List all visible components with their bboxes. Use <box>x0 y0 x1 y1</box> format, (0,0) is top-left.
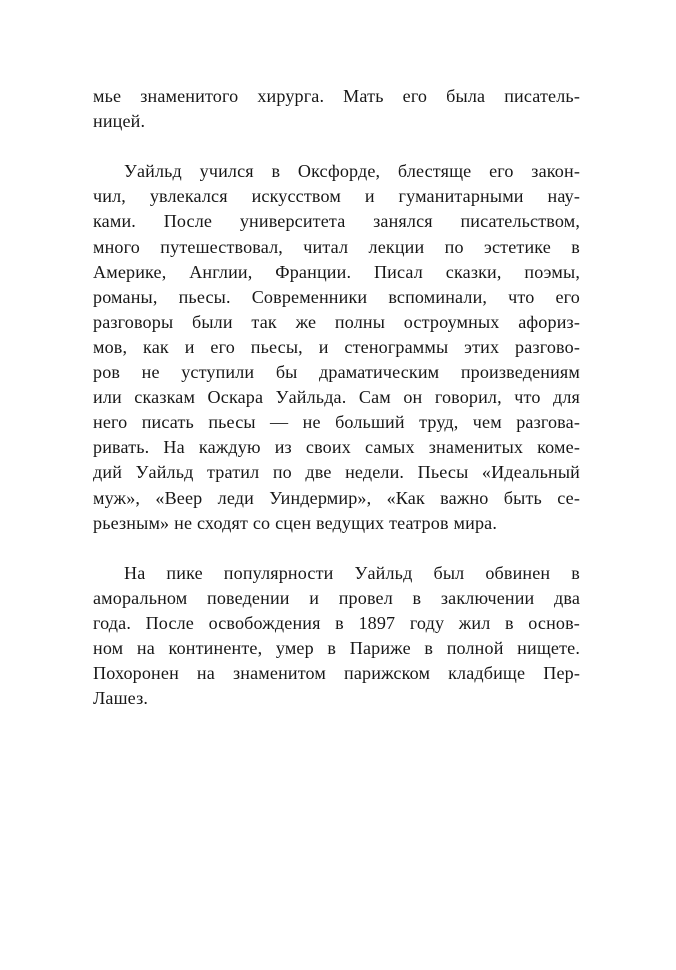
text-line: чил, увлекался искусством и гуманитарными нау- <box>93 186 580 207</box>
paragraph-2 <box>93 159 580 561</box>
text-line: много путешествовал, читал лекции по эстетике в <box>93 236 580 257</box>
text-line: дий Уайльд тратил по две недели. Пьесы «Идеальный <box>93 462 580 483</box>
text-line: мов, как и его пьесы, и стенограммы этих разгово- <box>93 336 580 357</box>
paragraph-1 <box>93 84 580 159</box>
text-line: муж», «Веер леди Уиндермир», «Как важно быть се- <box>93 487 580 508</box>
text-line: или сказкам Оскара Уайльда. Сам он говорил, что для <box>93 387 580 408</box>
text-line: ницей. <box>93 111 146 132</box>
text-line: него писать пьесы — не больший труд, чем разгова- <box>93 412 580 433</box>
paragraph-3 <box>93 561 580 737</box>
text-line: Америке, Англии, Франции. Писал сказки, поэмы, <box>93 261 580 282</box>
text-line: Похоронен на знаменитом парижском кладбище Пер- <box>93 663 580 684</box>
text-line: разговоры были так же полны остроумных афориз- <box>93 311 580 332</box>
text-line: ном на континенте, умер в Париже в полной нищете. <box>93 638 580 659</box>
text-line: романы, пьесы. Современники вспоминали, что его <box>93 286 580 307</box>
text-line: мье знаменитого хирурга. Мать его была писатель- <box>93 86 580 106</box>
text-column <box>93 84 580 736</box>
text-line: года. После освобождения в 1897 году жил в основ- <box>93 612 580 633</box>
text-line: ками. После университета занялся писательством, <box>93 211 580 232</box>
text-line: аморальном поведении и провел в заключении два <box>93 587 580 608</box>
text-line: На пике популярности Уайльд был обвинен в <box>124 562 581 583</box>
text-line: рьезным» не сходят со сцен ведущих театров мира. <box>93 512 497 533</box>
text-line: ров не уступили бы драматическим произведениям <box>93 362 580 383</box>
text-line: ривать. На каждую из своих самых знаменитых коме- <box>93 437 580 458</box>
text-line: Уайльд учился в Оксфорде, блестяще его закон- <box>124 161 580 182</box>
text-line: Лашез. <box>93 688 149 709</box>
